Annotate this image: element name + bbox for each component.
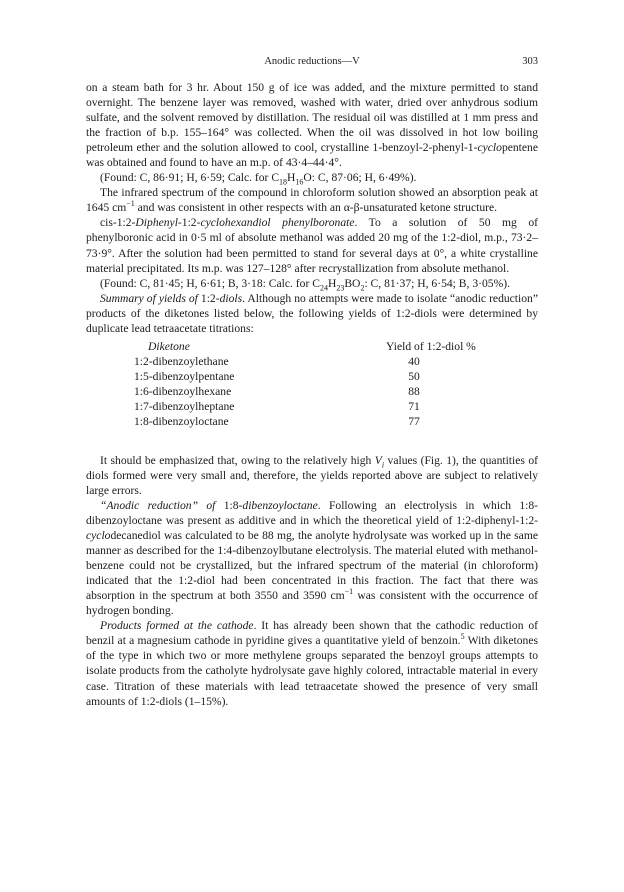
row-diketone: 1:5-dibenzoylpentane (134, 369, 235, 383)
row-yield: 71 (408, 399, 420, 413)
row-diketone: 1:8-dibenzoyloctane (134, 414, 229, 428)
row-yield: 50 (408, 369, 420, 383)
column-header-diketone: Diketone (148, 339, 190, 353)
paragraph-emphasis: It should be emphasized that, owing to the relatively high $V_i$ values (Fig. 1), the quantities of diols formed were very small and, therefore, the yields reported above are subject to relatively large errors. (86, 453, 538, 497)
paragraph-cathode-products: Products formed at the cathode. It has already been shown that the cathodic reduction of benzil at a magnesium cathode in pyridine gives a quantitative yield of benzoin.$^5$ With diketones of the type in which two or more methylene groups separated the benzoyl groups attempts to isolate products from the catholyte hydrolysate gave highly colored, intractable material in every case. Titration of these materials with lead tetraacetate showed the presence of very small amounts of 1:2-diols (1–15%). (86, 619, 539, 708)
column-header-yield: Yield of 1:2-diol % (386, 339, 476, 353)
row-diketone: 1:7-dibenzoylheptane (134, 399, 235, 413)
table-header-row (86, 339, 538, 354)
yield-table (86, 339, 538, 447)
row-yield: 77 (408, 414, 420, 428)
paragraph-boronate: cis-1:2-Diphenyl-1:2-cyclohexandiol phenylboronate. To a solution of 50 mg of phenylboronic acid in 0·5 ml of absolute methanol was added 20 mg of the 1:2-diol, m.p., 73·2–73·9°. After the solution had been permitted to stand for several days at 0°, a white crystalline material precipitated. Its m.p. was 127–128° after recrystallization from absolute methanol. (86, 216, 538, 275)
paragraph-yield-summary: Summary of yields of 1:2-diols. Although no attempts were made to isolate “anodic reduction” products of the diketones listed below, the following yields of 1:2-diols were determined by duplicate lead tetraacetate titrations: (86, 291, 538, 335)
paragraph-anodic-reduction: “Anodic reduction” of 1:8-dibenzoyloctane. Following an electrolysis in which 1:8-dibenzoyloctane was present as additive and in which the theoretical yield of 1:2-diphenyl-1:2-cyclodecanediol was calculated to be 88 mg, the anolyte hydrolysate was worked up in the same manner as described for the 1:4-dibenzoylbutane electrolysis. The material eluted with methanol-benzene could not be crystallized, but the infrared spectrum of the material (in chloroform) indicated that the 1:2-diol had been concentrated in this fraction. The fact that there was absorption in the spectrum at both 3550 and 3590 $cm^{-1}$ was consistent with the occurrence of hydrogen bonding. (86, 498, 539, 618)
running-header (86, 56, 538, 70)
row-diketone: 1:6-dibenzoylhexane (134, 384, 232, 398)
page-number: 303 (522, 56, 538, 67)
paragraph-found-1: (Found: C, 86·91; H, 6·59; Calc. for $C_{18}H_{16}O$: C, 87·06; H, 6·49%). (100, 171, 417, 187)
table-row (86, 369, 538, 384)
table-row (86, 354, 538, 369)
article-body (86, 80, 538, 709)
row-yield: 40 (408, 354, 420, 368)
paragraph-found-2: (Found: C, 81·45; H, 6·61; B, 3·18: Calc. for $C_{24}H_{23}BO_2$: C, 81·37; H, 6·54; B, 3·05%). (100, 276, 510, 292)
row-diketone: 1:2-dibenzoylethane (134, 354, 229, 368)
table-row (86, 384, 538, 399)
running-title: Anodic reductions—V (264, 56, 360, 67)
paragraph-synthesis: on a steam bath for 3 hr. About 150 g of ice was added, and the mixture permitted to stand overnight. The benzene layer was removed, washed with water, dried over anhydrous sodium sulfate, and the solvent removed by distillation. The residual oil was distilled at 1 mm press and the fraction of b.p. 155–164° was collected. When the oil was dissolved in hot low boiling petroleum ether and the solution allowed to cool, crystalline 1-benzoyl-2-phenyl-1-cyclopentene was obtained and found to have an m.p. of 43·4–44·4°. (86, 81, 538, 170)
row-yield: 88 (408, 384, 420, 398)
table-row (86, 399, 538, 414)
table-row (86, 414, 538, 429)
paragraph-infrared: The infrared spectrum of the compound in chloroform solution showed an absorption peak at 1645 $cm^{-1}$ and was consistent in other respects with an α-β-unsaturated ketone structure. (86, 186, 538, 215)
